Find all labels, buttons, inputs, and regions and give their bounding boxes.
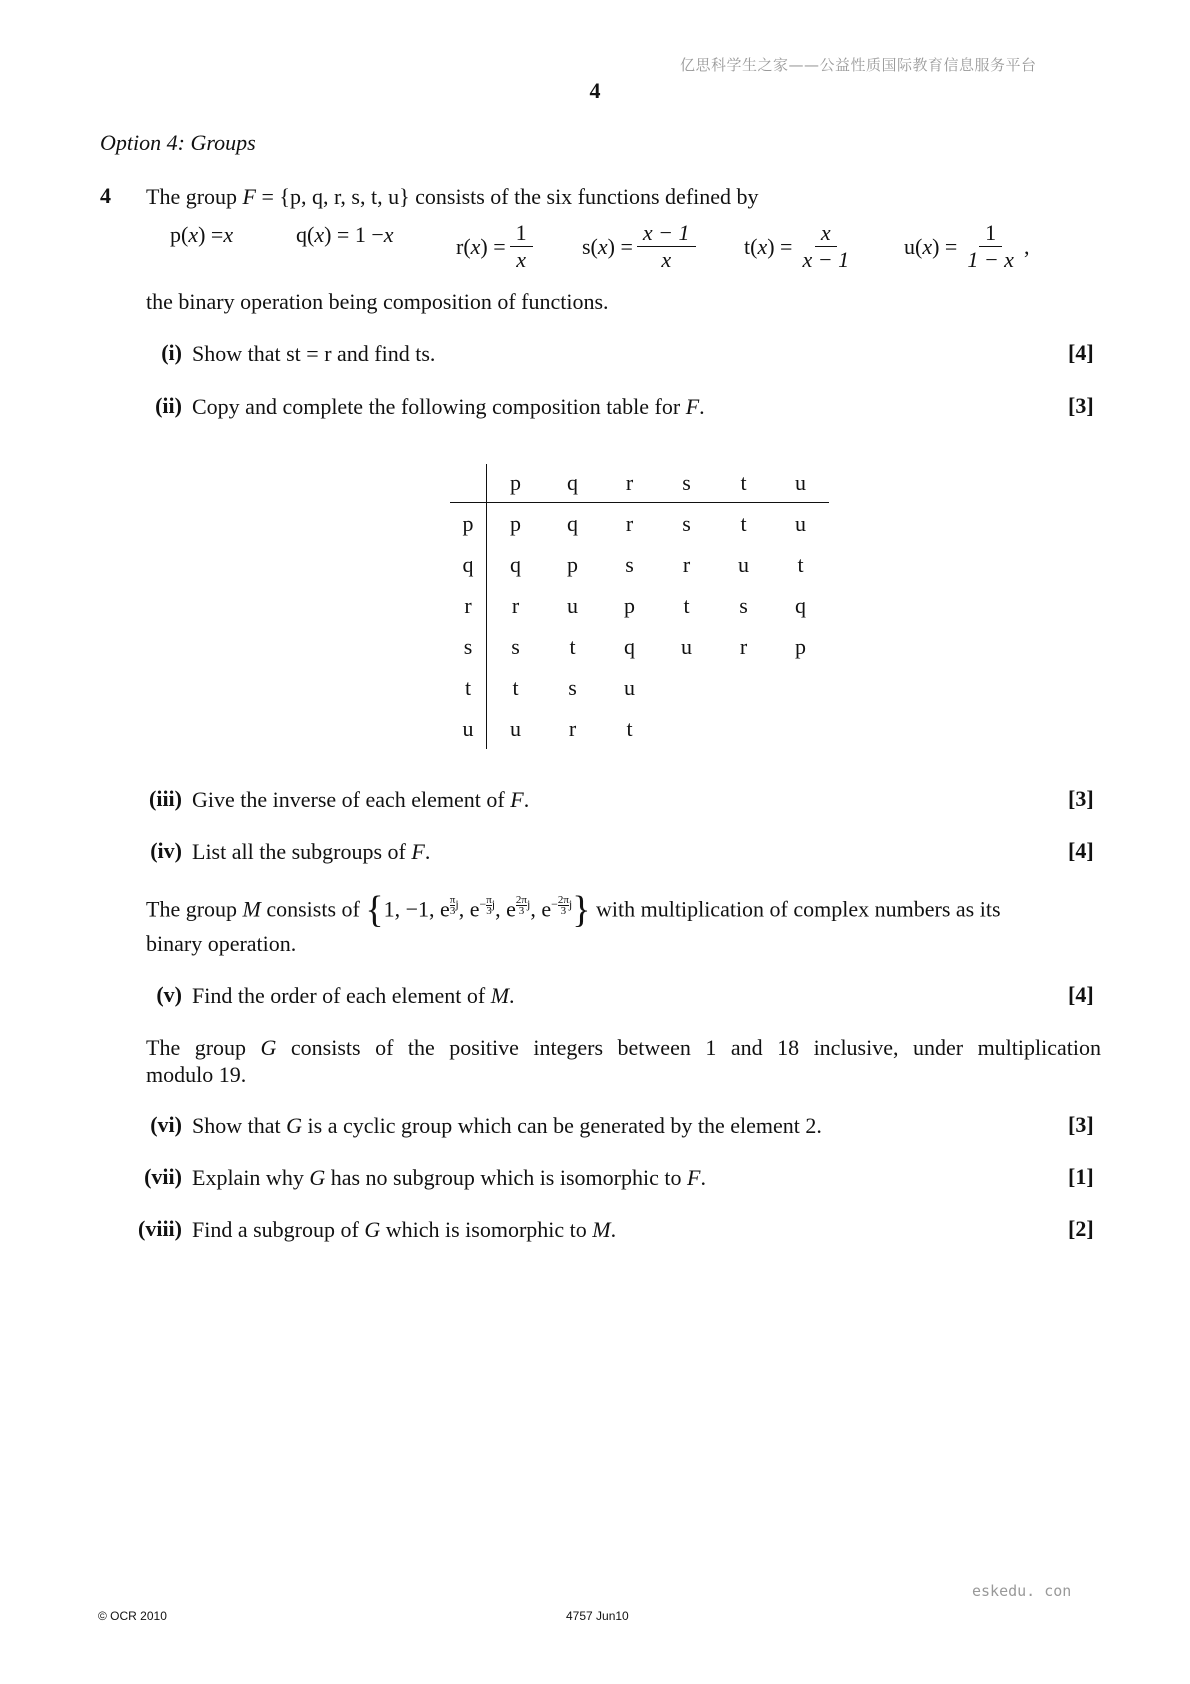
question-intro bbox=[146, 183, 759, 211]
table-cell: s bbox=[625, 551, 634, 577]
table-cell bbox=[715, 667, 772, 708]
table-row bbox=[450, 708, 829, 749]
group-g-line2: modulo 19. bbox=[146, 1062, 247, 1087]
footer-copyright: © OCR 2010 bbox=[98, 1609, 167, 1623]
exponent-2: − π 3 j bbox=[479, 894, 496, 917]
composition-table bbox=[450, 464, 829, 749]
table-cell: s bbox=[739, 592, 748, 618]
exponent-4: − 2π 3 j bbox=[551, 894, 573, 917]
part-vi-text: Show that G is a cyclic group which can be generated by the element 2. bbox=[192, 1113, 822, 1138]
table-row bbox=[450, 585, 829, 626]
fraction-u: $\frac{1}{1 - x}$ bbox=[967, 220, 1014, 272]
part-viii-marks: [2] bbox=[1068, 1216, 1094, 1241]
table-cell: r bbox=[511, 592, 520, 618]
col-header: t bbox=[715, 464, 772, 503]
part-viii-label: (viii) bbox=[138, 1216, 182, 1241]
col-header: p bbox=[487, 464, 545, 503]
option-heading: Option 4: Groups bbox=[100, 130, 256, 155]
part-ii-text: Copy and complete the following composition table for F. bbox=[192, 394, 705, 419]
part-iii-label: (iii) bbox=[149, 786, 182, 811]
page-number: 4 bbox=[589, 78, 601, 103]
footer-code: 4757 Jun10 bbox=[566, 1609, 629, 1623]
table-cell: r bbox=[568, 715, 577, 741]
function-s: s( x ) = $\frac{x - 1}{x}$ bbox=[582, 220, 700, 273]
part-iii-text: Give the inverse of each element of F. bbox=[192, 787, 530, 812]
intro-text-b: = {p, q, r, s, t, u} consists of the six functions defined by bbox=[255, 184, 759, 209]
part-viii-text: Find a subgroup of G which is isomorphic to M. bbox=[192, 1217, 617, 1242]
part-iv-marks: [4] bbox=[1068, 838, 1094, 863]
row-header: r bbox=[450, 585, 487, 626]
row-header: u bbox=[450, 708, 487, 749]
table-cell: t bbox=[683, 592, 690, 618]
table-cell: r bbox=[682, 551, 691, 577]
table-cell: p bbox=[624, 592, 635, 618]
table-cell: p bbox=[567, 551, 578, 577]
part-vii-text: Explain why G has no subgroup which is isomorphic to F. bbox=[192, 1165, 706, 1190]
right-brace: } bbox=[572, 888, 591, 931]
table-cell: t bbox=[797, 551, 804, 577]
binary-op-text: the binary operation being composition of functions. bbox=[146, 289, 609, 314]
function-q: q( x ) = 1 − x bbox=[296, 222, 394, 247]
part-ii-marks: [3] bbox=[1068, 393, 1094, 418]
function-u: u( x ) = $\frac{1}{1 - x}$ , bbox=[904, 220, 1030, 272]
table-cell: q bbox=[510, 551, 521, 577]
function-p: p( x ) = x bbox=[170, 222, 234, 247]
table-cell: r bbox=[625, 510, 634, 536]
table-cell: s bbox=[682, 510, 691, 536]
table-cell: t bbox=[569, 633, 576, 659]
col-header: s bbox=[658, 464, 715, 503]
group-m-line2: binary operation. bbox=[146, 931, 297, 956]
part-ii-label: (ii) bbox=[155, 393, 182, 418]
fraction-t: $\frac{x}{x - 1}$ bbox=[802, 220, 850, 272]
part-vii-marks: [1] bbox=[1068, 1164, 1094, 1189]
table-cell: u bbox=[510, 715, 521, 741]
table-cell: p bbox=[795, 633, 806, 659]
part-v-text: Find the order of each element of M. bbox=[192, 983, 515, 1008]
row-header: t bbox=[450, 667, 487, 708]
part-vi-label: (vi) bbox=[150, 1112, 182, 1137]
table-cell bbox=[772, 667, 829, 708]
table-cell: t bbox=[512, 674, 519, 700]
part-iv-label: (iv) bbox=[150, 838, 182, 863]
part-v-marks: [4] bbox=[1068, 982, 1094, 1007]
part-i-marks: [4] bbox=[1068, 340, 1094, 365]
table-cell: q bbox=[624, 633, 635, 659]
group-g-line1: The group G consists of the positive integers between 1 and 18 inclusive, under multiplication bbox=[146, 1035, 1101, 1060]
table-row bbox=[450, 626, 829, 667]
table-cell: u bbox=[624, 674, 635, 700]
row-header: s bbox=[450, 626, 487, 667]
table-cell: u bbox=[738, 551, 749, 577]
table-cell: t bbox=[740, 510, 747, 536]
table-cell: u bbox=[681, 633, 692, 659]
left-brace: { bbox=[365, 888, 384, 931]
table-cell: u bbox=[567, 592, 578, 618]
col-header: r bbox=[601, 464, 658, 503]
part-v-label: (v) bbox=[156, 982, 182, 1007]
table-cell bbox=[658, 667, 715, 708]
col-header: q bbox=[544, 464, 601, 503]
table-cell: r bbox=[739, 633, 748, 659]
exponent-3: 2π 3 j bbox=[515, 894, 531, 917]
watermark-top: 亿思科学生之家——公益性质国际教育信息服务平台 bbox=[680, 56, 1037, 74]
table-cell: q bbox=[795, 592, 806, 618]
part-vi-marks: [3] bbox=[1068, 1112, 1094, 1137]
intro-set-F: F bbox=[242, 184, 256, 209]
part-vii-label: (vii) bbox=[144, 1164, 182, 1189]
table-corner bbox=[450, 464, 487, 503]
table-cell: s bbox=[568, 674, 577, 700]
table-cell: t bbox=[626, 715, 633, 741]
group-m-line1: The group M consists of {1, −1, e $^{\frac{\pi}{3} j}$, $e^{- \frac{\pi}{3} j}$, e $^{\frac{2\pi}{3} j}$, $e^{- \frac{2\pi}{3} j}$} with multiplication of complex numbers as its bbox=[146, 888, 1001, 931]
part-iii-marks: [3] bbox=[1068, 786, 1094, 811]
function-t: t( x ) = $\frac{x}{x - 1}$ bbox=[744, 220, 859, 273]
exponent-1: π 3 j bbox=[449, 894, 459, 917]
table-header-row bbox=[450, 464, 829, 503]
table-cell: s bbox=[511, 633, 520, 659]
table-row bbox=[450, 667, 829, 708]
function-r: r( x ) = $\frac{1}{x}$ bbox=[456, 220, 537, 273]
table-row bbox=[450, 544, 829, 585]
fraction-s: $\frac{x - 1}{x}$ bbox=[637, 220, 696, 273]
row-header: p bbox=[450, 503, 487, 545]
table-cell bbox=[772, 708, 829, 749]
table-cell: p bbox=[510, 510, 521, 536]
col-header: u bbox=[772, 464, 829, 503]
part-iv-text: List all the subgroups of F. bbox=[192, 839, 431, 864]
part-i-text: Show that st = r and find ts. bbox=[192, 341, 436, 366]
question-number: 4 bbox=[100, 183, 111, 208]
row-header: q bbox=[450, 544, 487, 585]
part-i-label: (i) bbox=[161, 340, 182, 365]
table-cell: u bbox=[795, 510, 806, 536]
table-cell: q bbox=[567, 510, 578, 536]
table-row bbox=[450, 503, 829, 545]
intro-text-a: The group bbox=[146, 184, 243, 209]
fraction-r: $\frac{1}{x}$ bbox=[510, 220, 533, 273]
watermark-bottom: eskedu. con bbox=[972, 1582, 1072, 1600]
table-cell bbox=[715, 708, 772, 749]
table-cell bbox=[658, 708, 715, 749]
